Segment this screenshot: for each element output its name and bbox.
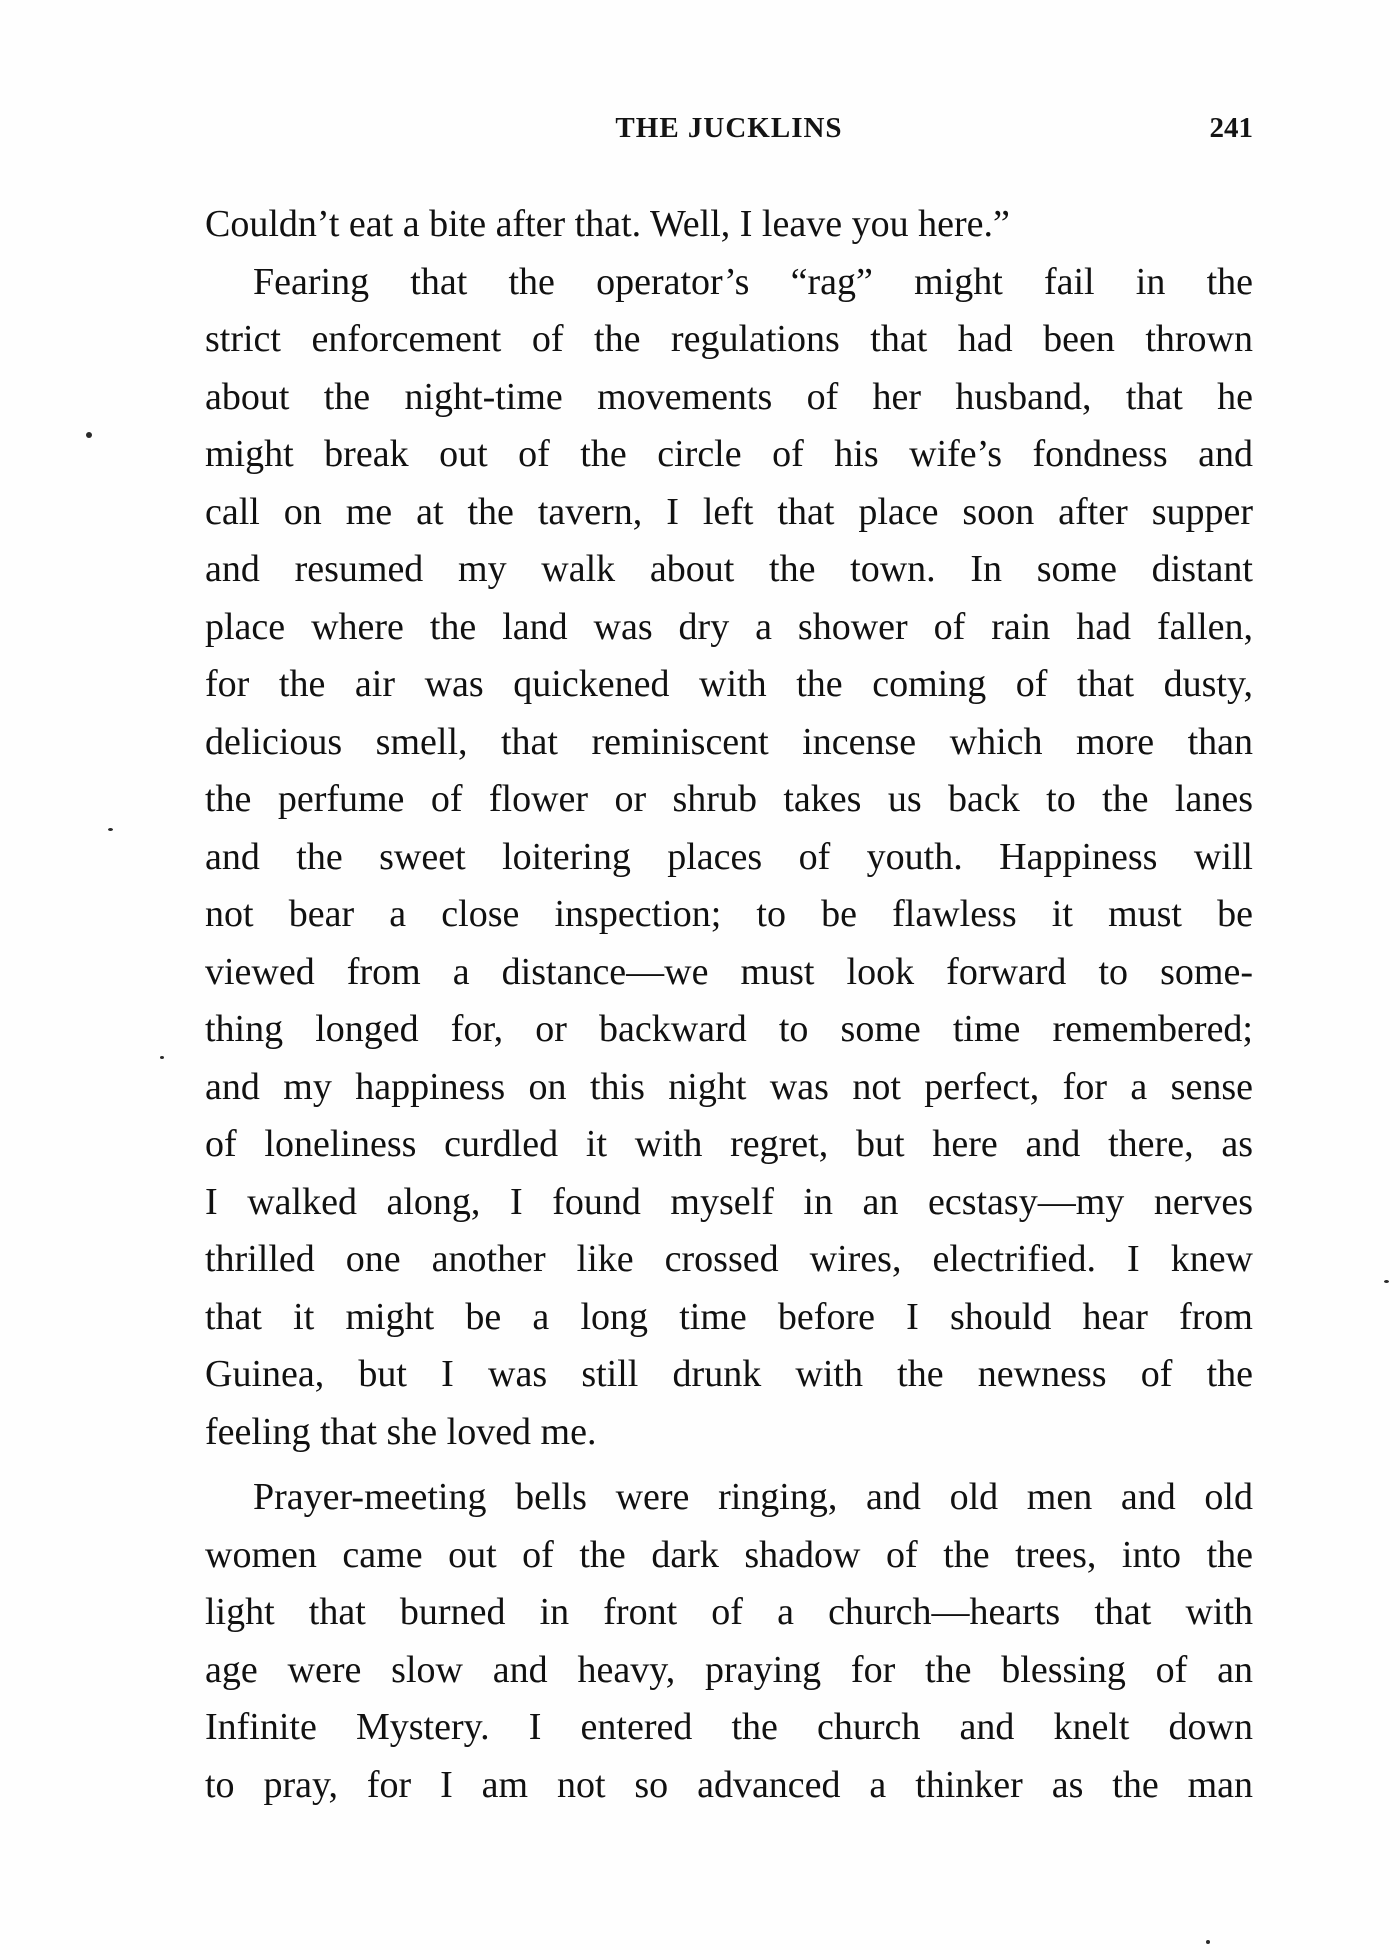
text-line: the perfume of flower or shrub takes us back to the lanes	[205, 778, 1253, 820]
text-line: thing longed for, or backward to some time remembered;	[205, 1008, 1253, 1050]
text-line: age were slow and heavy, praying for the blessing of an	[205, 1648, 1253, 1691]
text-line: and resumed my walk about the town. In some distant	[205, 548, 1253, 590]
text-line: I walked along, I found myself in an ecstasy—my nerves	[205, 1180, 1253, 1223]
paragraph-gap	[205, 1461, 1253, 1469]
text-line: Prayer-meeting bells were ringing, and old men and old	[253, 1476, 1253, 1518]
text-line: thrilled one another like crossed wires, electrified. I knew	[205, 1238, 1253, 1280]
text-line: place where the land was dry a shower of rain had fallen,	[205, 605, 1253, 648]
text-line: to pray, for I am not so advanced a thinker as the man	[205, 1763, 1253, 1806]
scan-speck	[1384, 1280, 1389, 1283]
page-header	[205, 112, 1253, 152]
text-line: viewed from a distance—we must look forward to some-	[205, 950, 1253, 993]
text-line: delicious smell, that reminiscent incense which more than	[205, 720, 1253, 763]
scan-speck	[86, 432, 92, 438]
text-line: Infinite Mystery. I entered the church and knelt down	[205, 1706, 1253, 1748]
scan-speck	[160, 1056, 164, 1059]
text-line: might break out of the circle of his wife’s fondness and	[205, 433, 1253, 475]
text-line: of loneliness curdled it with regret, but here and there, as	[205, 1123, 1253, 1165]
text-line: that it might be a long time before I should hear from	[205, 1295, 1253, 1338]
text-line: feeling that she loved me.	[205, 1410, 597, 1453]
running-title: THE JUCKLINS	[615, 112, 843, 144]
scan-speck	[108, 828, 113, 831]
body-text	[205, 196, 1253, 1814]
text-line: call on me at the tavern, I left that place soon after supper	[205, 490, 1253, 533]
scan-speck	[1206, 1940, 1210, 1944]
text-line: Guinea, but I was still drunk with the newness of the	[205, 1353, 1253, 1395]
text-line: not bear a close inspection; to be flawless it must be	[205, 893, 1253, 935]
text-line: for the air was quickened with the coming of that dusty,	[205, 663, 1253, 705]
text-line: about the night-time movements of her husband, that he	[205, 375, 1253, 418]
text-line: Couldn’t eat a bite after that. Well, I leave you here.”	[205, 203, 1010, 245]
text-line: and the sweet loitering places of youth. Happiness will	[205, 835, 1253, 878]
page-number: 241	[1209, 112, 1253, 144]
text-line: women came out of the dark shadow of the trees, into the	[205, 1533, 1253, 1576]
text-line: Fearing that the operator’s “rag” might fail in the	[253, 260, 1253, 303]
text-line: light that burned in front of a church—hearts that with	[205, 1591, 1253, 1633]
text-line: and my happiness on this night was not perfect, for a sense	[205, 1065, 1253, 1108]
text-line: strict enforcement of the regulations that had been thrown	[205, 318, 1253, 360]
